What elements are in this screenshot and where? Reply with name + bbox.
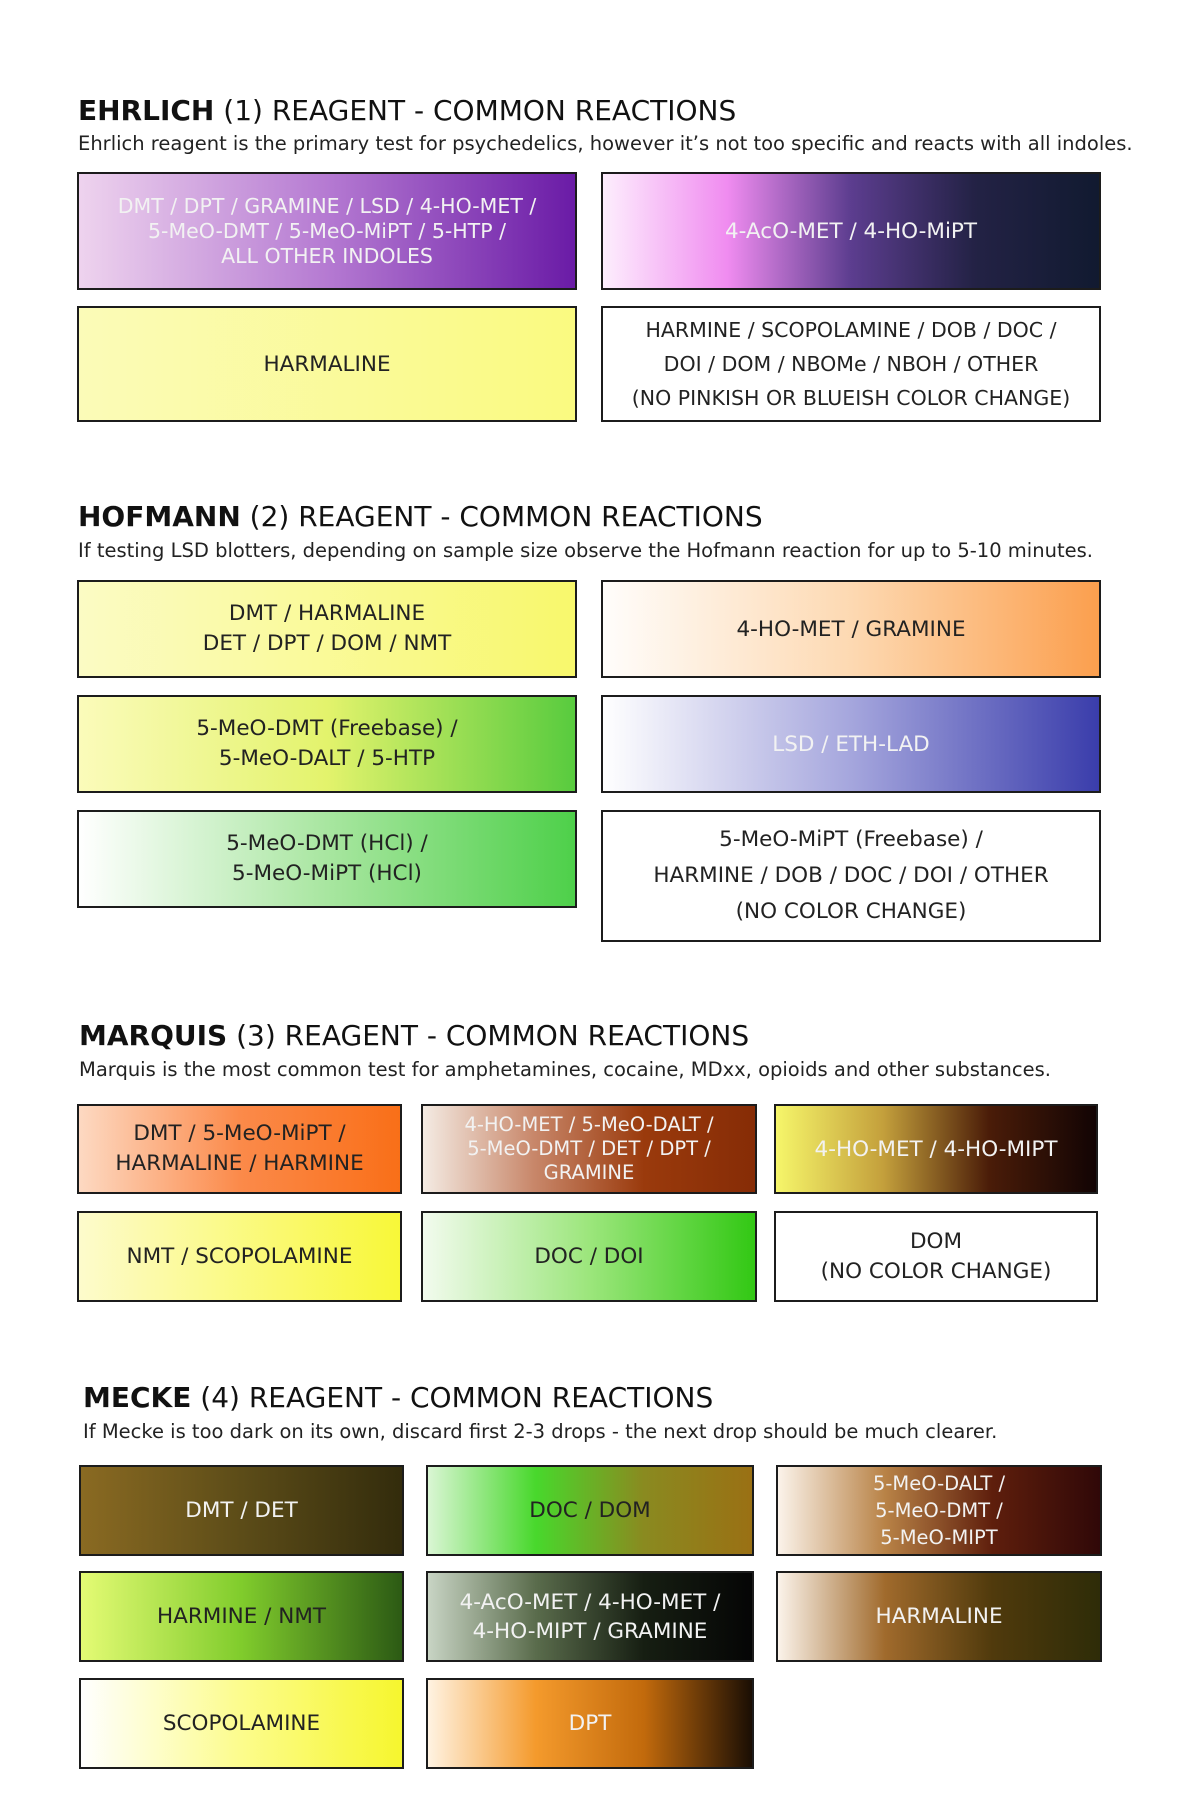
reaction-box <box>421 1211 757 1302</box>
reaction-box <box>79 1678 404 1769</box>
reaction-box <box>601 306 1101 422</box>
hofmann-heading <box>78 500 763 534</box>
reaction-label: 5-MeO-MiPT (Freebase) / HARMINE / DOB / DOC / DOI / OTHER (NO COLOR CHANGE) <box>653 827 1049 924</box>
reagent-name: EHRLICH <box>78 94 215 127</box>
reaction-box <box>774 1211 1098 1302</box>
reaction-label: 4-AcO-MET / 4-HO-MiPT <box>724 218 978 244</box>
reaction-box <box>79 1465 404 1556</box>
reaction-label: SCOPOLAMINE <box>162 1711 321 1736</box>
reaction-label: DPT <box>568 1711 612 1736</box>
reaction-box <box>426 1465 754 1556</box>
reaction-box <box>421 1104 757 1194</box>
reaction-box <box>77 1104 402 1194</box>
reaction-box <box>776 1571 1102 1662</box>
reaction-box <box>77 580 577 678</box>
reaction-box <box>426 1571 754 1662</box>
heading-rest: (4) REAGENT - COMMON REACTIONS <box>191 1381 714 1414</box>
reaction-label: LSD / ETH-LAD <box>772 731 930 757</box>
reaction-box <box>77 810 577 908</box>
reaction-label: 4-HO-MET / 5-MeO-DALT / 5-MeO-DMT / DET / DPT / GRAMINE <box>464 1113 714 1184</box>
reaction-box <box>77 306 577 422</box>
marquis-heading <box>79 1019 749 1053</box>
reaction-box <box>77 1211 402 1302</box>
reaction-label: 5-MeO-DMT (HCl) / 5-MeO-MiPT (HCl) <box>226 831 428 886</box>
reaction-label: DMT / HARMALINE DET / DPT / DOM / NMT <box>202 601 452 656</box>
reaction-box <box>601 172 1101 290</box>
mecke-heading <box>83 1381 713 1415</box>
reaction-label: 4-HO-MET / 4-HO-MIPT <box>814 1136 1058 1162</box>
reagent-name: MECKE <box>83 1381 192 1414</box>
ehrlich-description: Ehrlich reagent is the primary test for psychedelics, however it’s not too specific and reacts with all indoles. <box>78 132 1133 155</box>
heading-rest: (1) REAGENT - COMMON REACTIONS <box>214 94 737 127</box>
reaction-box <box>601 810 1101 942</box>
reaction-box <box>601 695 1101 793</box>
reaction-label: DMT / DPT / GRAMINE / LSD / 4-HO-MET / 5-MeO-DMT / 5-MeO-MiPT / 5-HTP / ALL OTHER INDOLES <box>117 193 537 268</box>
reaction-label: 5-MeO-DMT (Freebase) / 5-MeO-DALT / 5-HTP <box>196 716 458 771</box>
reaction-label: 5-MeO-DALT / 5-MeO-DMT / 5-MeO-MIPT <box>872 1472 1006 1549</box>
reaction-label: DOM (NO COLOR CHANGE) <box>820 1228 1052 1284</box>
reaction-label: DMT / DET <box>185 1498 298 1523</box>
heading-rest: (2) REAGENT - COMMON REACTIONS <box>240 500 763 533</box>
reaction-box <box>601 580 1101 678</box>
heading-rest: (3) REAGENT - COMMON REACTIONS <box>227 1019 750 1052</box>
reagent-name: MARQUIS <box>79 1019 228 1052</box>
reaction-label: DMT / 5-MeO-MiPT / HARMALINE / HARMINE <box>115 1121 364 1176</box>
reagent-name: HOFMANN <box>78 500 241 533</box>
reaction-box <box>774 1104 1098 1194</box>
reaction-label: HARMALINE <box>263 351 391 377</box>
reaction-label: HARMALINE <box>875 1604 1003 1629</box>
reaction-label: DOC / DOI <box>534 1244 644 1269</box>
reaction-label: HARMINE / NMT <box>156 1604 327 1629</box>
hofmann-description: If testing LSD blotters, depending on sample size observe the Hofmann reaction for up to 5-10 minutes. <box>78 539 1093 562</box>
reaction-label: NMT / SCOPOLAMINE <box>126 1244 353 1269</box>
reaction-box <box>426 1678 754 1769</box>
mecke-description: If Mecke is too dark on its own, discard first 2-3 drops - the next drop should be much clearer. <box>83 1420 998 1443</box>
reaction-box <box>776 1465 1102 1556</box>
reaction-label: DOC / DOM <box>529 1498 651 1523</box>
reaction-label: 4-AcO-MET / 4-HO-MET / 4-HO-MIPT / GRAMINE <box>459 1589 721 1644</box>
ehrlich-heading <box>78 94 736 128</box>
reaction-label: HARMINE / SCOPOLAMINE / DOB / DOC / DOI / DOM / NBOMe / NBOH / OTHER (NO PINKISH OR BLUEISH COLOR CHANGE) <box>631 318 1071 410</box>
reaction-box <box>77 695 577 793</box>
reaction-box <box>77 172 577 290</box>
reaction-label: 4-HO-MET / GRAMINE <box>736 616 966 642</box>
reaction-box <box>79 1571 404 1662</box>
marquis-description: Marquis is the most common test for amphetamines, cocaine, MDxx, opioids and other substances. <box>79 1058 1051 1081</box>
